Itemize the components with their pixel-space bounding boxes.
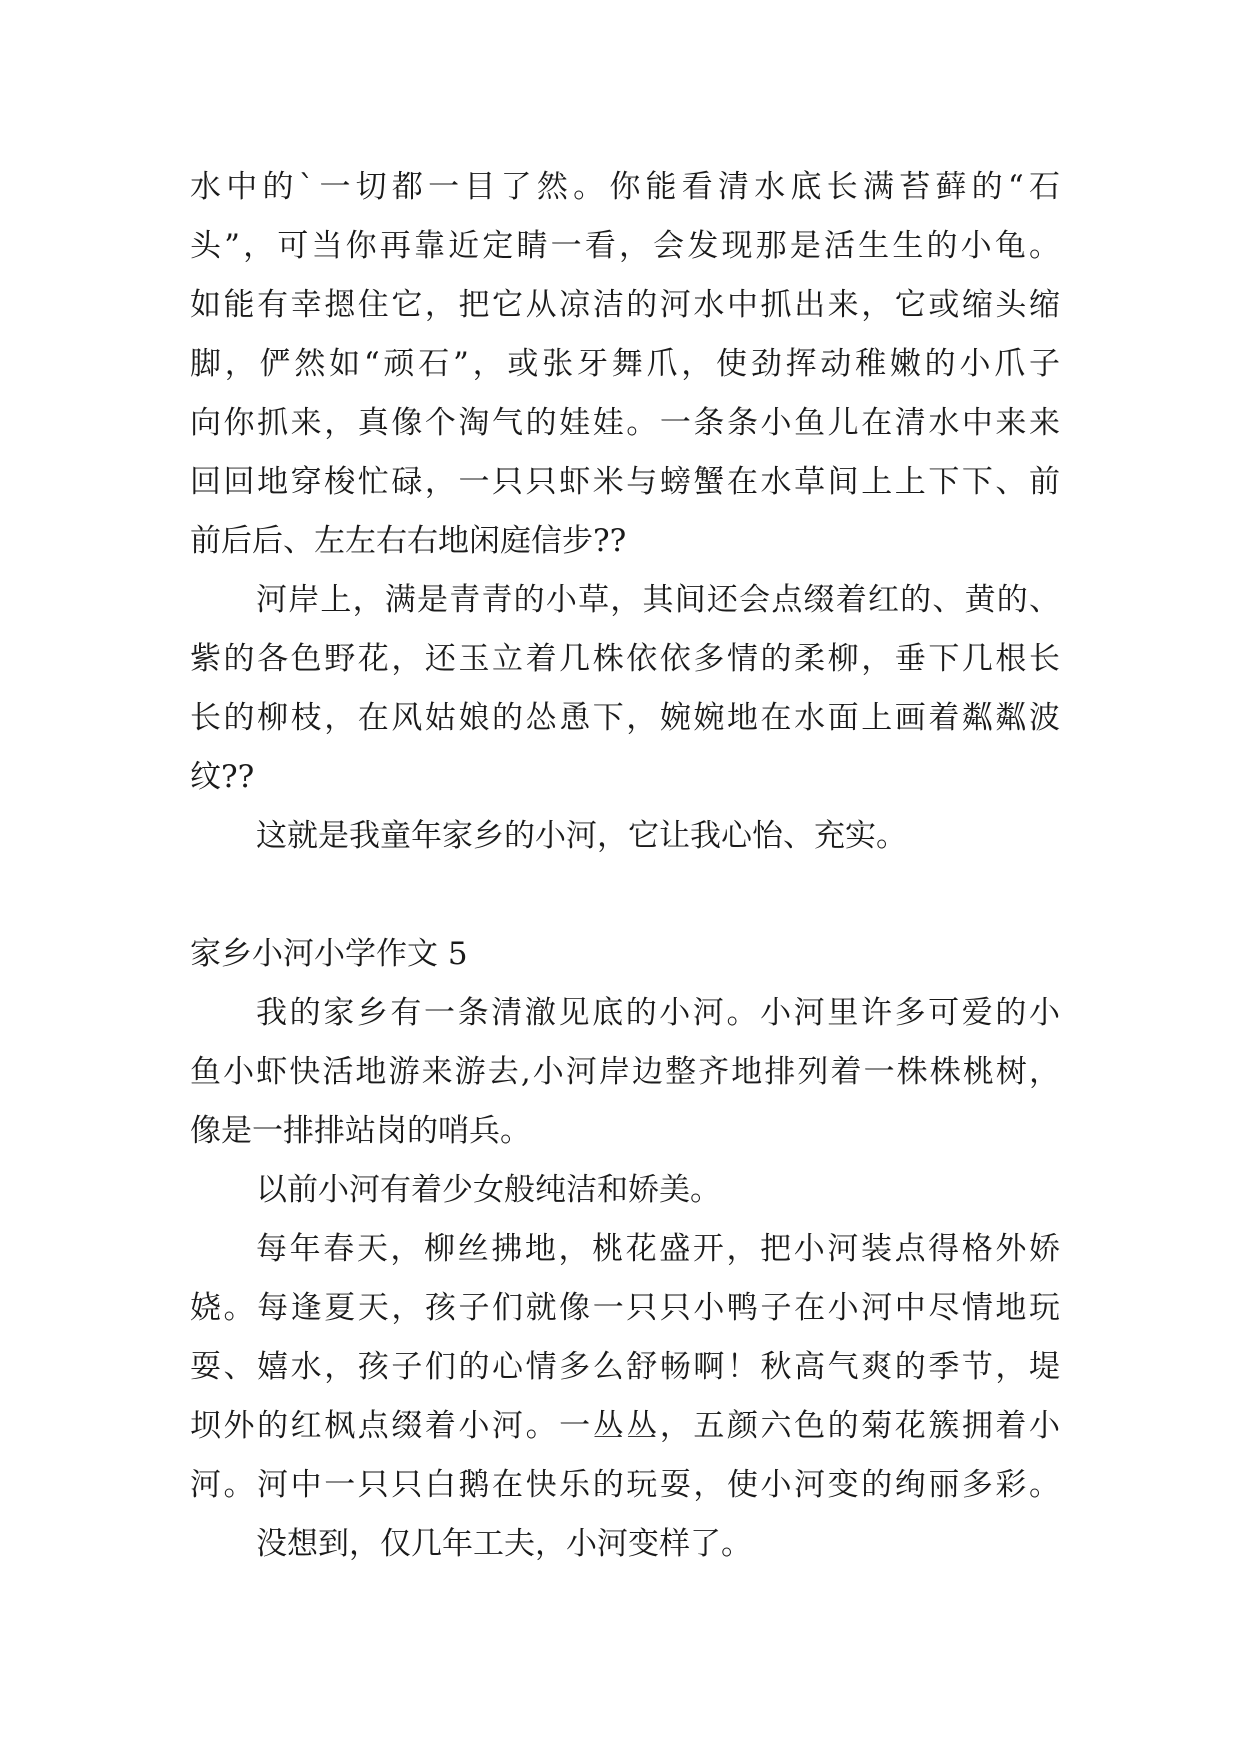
text-line: 前后后、左左右右地闲庭信步?? xyxy=(190,523,627,559)
text-line: 紫的各色野花，还玉立着几株依依多情的柔柳，垂下几根长 xyxy=(190,641,1060,677)
text-line: 长的柳枝，在风姑娘的怂恿下，婉婉地在水面上画着粼粼波 xyxy=(190,700,1060,736)
text-line: 坝外的红枫点缀着小河。一丛丛，五颜六色的菊花簇拥着小 xyxy=(190,1408,1060,1444)
text-line: 没想到，仅几年工夫，小河变样了。 xyxy=(256,1526,752,1562)
text-line: 像是一排排站岗的哨兵。 xyxy=(190,1113,531,1149)
text-line: 如能有幸摁住它，把它从凉洁的河水中抓出来，它或缩头缩 xyxy=(190,287,1060,323)
essay-title: 家乡小河小学作文 5 xyxy=(190,936,468,972)
text-line: 我的家乡有一条清澈见底的小河。小河里许多可爱的小 xyxy=(256,995,1060,1031)
text-line: 脚，俨然如“顽石”，或张牙舞爪，使劲挥动稚嫩的小爪子 xyxy=(190,346,1060,382)
text-line: 回回地穿梭忙碌，一只只虾米与螃蟹在水草间上上下下、前 xyxy=(190,464,1060,500)
text-line: 鱼小虾快活地游来游去,小河岸边整齐地排列着一株株桃树， xyxy=(190,1054,1060,1090)
text-line: 河岸上，满是青青的小草，其间还会点缀着红的、黄的、 xyxy=(256,582,1060,618)
text-line: 耍、嬉水，孩子们的心情多么舒畅啊！秋高气爽的季节，堤 xyxy=(190,1349,1060,1385)
text-line: 每年春天，柳丝拂地，桃花盛开，把小河装点得格外娇 xyxy=(256,1231,1060,1267)
text-line: 娆。每逢夏天，孩子们就像一只只小鸭子在小河中尽情地玩 xyxy=(190,1290,1060,1326)
text-line: 头”，可当你再靠近定睛一看，会发现那是活生生的小龟。 xyxy=(190,228,1060,264)
text-line: 河。河中一只只白鹅在快乐的玩耍，使小河变的绚丽多彩。 xyxy=(190,1467,1060,1503)
paragraph-gap xyxy=(190,866,1060,925)
document-page xyxy=(190,158,1060,1574)
text-line: 这就是我童年家乡的小河，它让我心怡、充实。 xyxy=(256,818,907,854)
text-line: 纹?? xyxy=(190,759,255,795)
text-line: 向你抓来，真像个淘气的娃娃。一条条小鱼儿在清水中来来 xyxy=(190,405,1060,441)
text-line: 水中的`一切都一目了然。你能看清水底长满苔藓的“石 xyxy=(190,169,1060,205)
text-line: 以前小河有着少女般纯洁和娇美。 xyxy=(256,1172,721,1208)
